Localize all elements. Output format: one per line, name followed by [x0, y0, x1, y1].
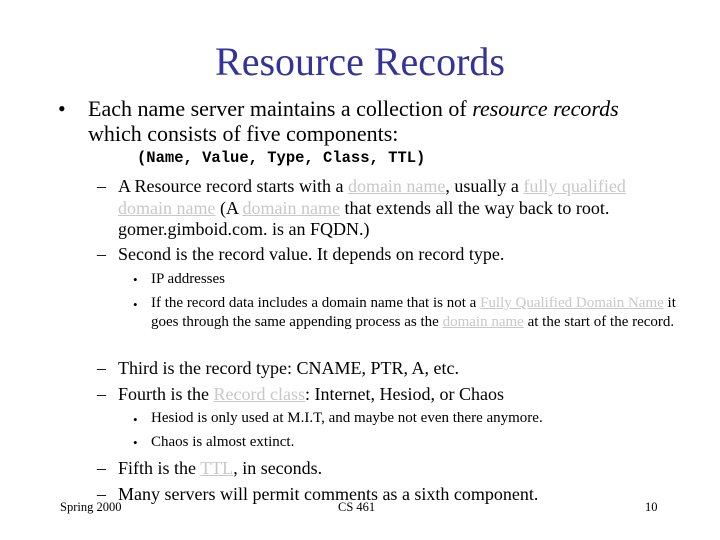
sub2-item-ip: IP addresses — [151, 271, 226, 287]
sub-item-3: Third is the record type: CNAME, PTR, A, etc. — [118, 358, 459, 378]
text: that extends all the way back to root. gomer.gimboid.com. is an FQDN.) — [118, 197, 610, 239]
link-ttl[interactable]: TTL — [200, 458, 234, 478]
link-domain-name-3[interactable]: domain name — [442, 314, 524, 330]
text: it goes through the same appending process as the — [151, 295, 676, 330]
footer-page-number: 10 — [645, 500, 658, 514]
slide-title: Resource Records — [215, 39, 505, 84]
sub-item-2: Second is the record value. It depends on record type. — [118, 244, 505, 264]
dash-marker: – — [97, 244, 106, 264]
sub-item-4 — [118, 384, 678, 406]
sub4-item-hesiod: Hesiod is only used at M.I.T, and maybe not even there anymore. — [151, 410, 543, 426]
bullet-main-text: Each name server maintains a collection of — [88, 96, 473, 121]
dash-marker: – — [97, 384, 106, 404]
bullet-main — [88, 96, 688, 146]
link-fqdn[interactable]: fully qualified domain name — [118, 176, 626, 218]
dash-marker: – — [97, 484, 106, 504]
bullet-marker: • — [133, 272, 138, 287]
dash-marker: – — [97, 358, 106, 378]
text: : Internet, Hesiod, or Chaos — [304, 384, 504, 404]
text: Fourth is the — [118, 384, 214, 404]
text: Fifth is the — [118, 458, 201, 478]
link-fully-qualified-domain-name[interactable]: Fully Qualified Domain Name — [480, 295, 664, 311]
sub4-item-chaos: Chaos is almost extinct. — [151, 434, 295, 450]
text: A Resource record starts with a — [118, 176, 348, 196]
text: , usually a — [445, 176, 524, 196]
bullet-marker: • — [133, 435, 138, 450]
dash-marker: – — [97, 458, 106, 478]
record-tuple-code: (Name, Value, Type, Class, TTL) — [137, 149, 426, 167]
sub-item-6: Many servers will permit comments as a sixth component. — [118, 484, 539, 504]
sub-item-1 — [118, 176, 678, 241]
footer-date: Spring 2000 — [60, 500, 122, 514]
bullet-marker: • — [133, 297, 138, 312]
link-domain-name-2[interactable]: domain name — [242, 197, 340, 218]
bullet-marker: • — [133, 412, 138, 427]
footer-course: CS 461 — [338, 500, 376, 514]
bullet-main-text-line2: which consists of five components: — [88, 121, 399, 146]
text: (A — [215, 197, 243, 218]
dash-marker: – — [97, 176, 106, 196]
text: , in seconds. — [233, 458, 323, 478]
link-record-class[interactable]: Record class — [213, 384, 305, 404]
sub2-item-fqdn — [151, 294, 676, 332]
link-domain-name[interactable]: domain name — [347, 176, 446, 196]
bullet-main-emphasis: resource records — [472, 96, 619, 121]
bullet-marker: • — [58, 96, 66, 121]
text: at the start of the record. — [523, 314, 675, 330]
text: If the record data includes a domain name that is not a — [151, 295, 481, 311]
sub-item-5 — [118, 458, 678, 480]
